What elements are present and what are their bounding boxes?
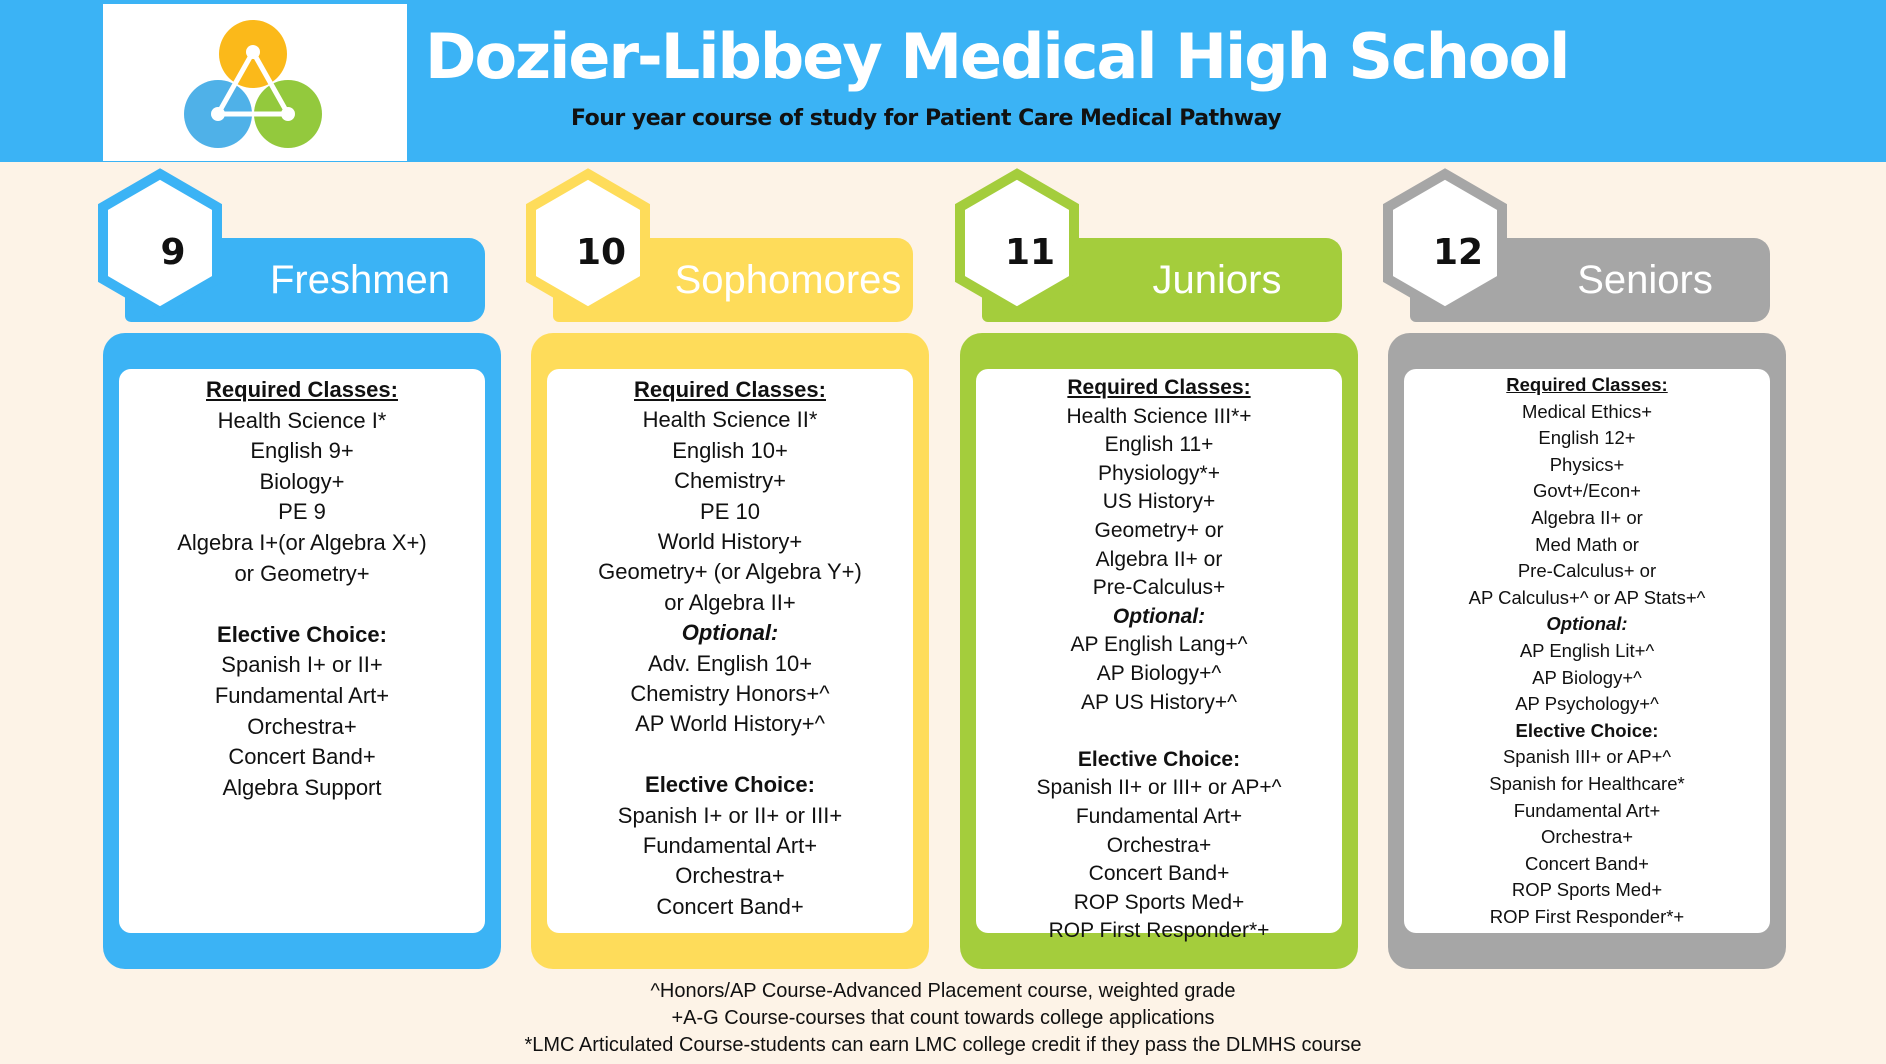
course-item: Spanish for Healthcare* xyxy=(1489,772,1685,794)
course-item: English 12+ xyxy=(1538,427,1636,449)
course-item: Concert Band+ xyxy=(1088,862,1230,886)
course-item: World History+ xyxy=(657,529,803,555)
course-item: Concert Band+ xyxy=(228,744,376,770)
course-item: ROP Sports Med+ xyxy=(1511,879,1663,901)
year-column-juniors xyxy=(952,168,1372,983)
course-item: Algebra II+ or xyxy=(1095,547,1223,571)
course-item: US History+ xyxy=(1102,490,1216,514)
course-item: Medical Ethics+ xyxy=(1521,400,1653,422)
course-item: PE 9 xyxy=(278,499,326,525)
course-item: Health Science II* xyxy=(642,407,818,433)
course-list xyxy=(547,369,913,933)
course-item: Govt+/Econ+ xyxy=(1533,480,1641,502)
course-item: AP English Lang+^ xyxy=(1070,633,1248,657)
course-item: Spanish I+ or II+ xyxy=(221,652,383,678)
course-item: English 9+ xyxy=(250,438,354,464)
grade-number: 10 xyxy=(575,232,627,273)
course-item: Chemistry+ xyxy=(674,468,786,494)
course-item: AP US History+^ xyxy=(1081,690,1237,714)
course-item: Fundamental Art+ xyxy=(214,682,390,708)
course-item: ROP First Responder*+ xyxy=(1048,919,1270,943)
course-item: Fundamental Art+ xyxy=(1075,804,1243,828)
course-item: AP World History+^ xyxy=(635,711,825,737)
course-item: Physiology*+ xyxy=(1098,461,1220,485)
course-item: Spanish II+ or III+ or AP+^ xyxy=(1036,776,1282,800)
grade-label: Seniors xyxy=(1577,258,1713,302)
section-heading-required: Required Classes: xyxy=(1506,374,1668,395)
course-item: ROP Sports Med+ xyxy=(1073,890,1245,914)
course-item: ROP First Responder*+ xyxy=(1489,905,1685,927)
section-heading-required: Required Classes: xyxy=(634,377,826,402)
grade-number: 12 xyxy=(1432,232,1484,273)
course-item: English 10+ xyxy=(672,437,788,463)
grade-number: 9 xyxy=(160,232,186,273)
course-item: Geometry+ (or Algebra Y+) xyxy=(598,559,862,585)
course-item: Health Science I* xyxy=(217,407,387,433)
course-item: Physics+ xyxy=(1549,453,1625,475)
page-subtitle: Four year course of study for Patient Care Medical Pathway xyxy=(571,106,1282,131)
course-item: Pre-Calculus+ xyxy=(1092,576,1226,600)
course-item: PE 10 xyxy=(700,498,760,524)
course-item: Health Science III*+ xyxy=(1066,404,1252,428)
page-title: Dozier-Libbey Medical High School xyxy=(425,20,1569,93)
course-item: Fundamental Art+ xyxy=(642,833,818,859)
course-item: Spanish I+ or II+ or III+ xyxy=(617,802,843,828)
course-item: Chemistry Honors+^ xyxy=(630,681,830,707)
course-item: Pre-Calculus+ or xyxy=(1517,560,1657,582)
section-heading-optional: Optional: xyxy=(1546,613,1628,635)
course-item: Orchestra+ xyxy=(675,863,785,889)
legend-footnotes xyxy=(0,978,1886,1059)
course-list xyxy=(976,369,1342,943)
section-heading-elective: Elective Choice: xyxy=(217,621,387,647)
course-item: AP Biology+^ xyxy=(1532,666,1642,688)
course-frame xyxy=(1388,333,1786,969)
course-item: Med Math or xyxy=(1535,533,1639,555)
course-item: Concert Band+ xyxy=(656,893,804,919)
grade-label: Sophomores xyxy=(674,258,902,302)
course-item: AP Calculus+^ or AP Stats+^ xyxy=(1468,586,1706,608)
course-item: Orchestra+ xyxy=(1106,833,1212,857)
course-item: Adv. English 10+ xyxy=(647,650,813,676)
course-item: Fundamental Art+ xyxy=(1513,799,1661,821)
footnote-ag: +A-G Course-courses that count towards college applications xyxy=(671,1007,1215,1029)
section-heading-elective: Elective Choice: xyxy=(645,772,815,798)
year-column-seniors xyxy=(1380,168,1800,983)
course-item: or Algebra II+ xyxy=(664,589,796,615)
course-item: Spanish III+ or AP+^ xyxy=(1502,746,1672,768)
year-column-freshmen xyxy=(95,168,515,983)
course-item: Algebra II+ or xyxy=(1531,506,1643,528)
course-item: AP English Lit+^ xyxy=(1519,639,1655,661)
course-item: Orchestra+ xyxy=(1540,826,1634,848)
course-item: Algebra Support xyxy=(222,774,382,800)
course-item: or Geometry+ xyxy=(234,560,370,586)
section-heading-optional: Optional: xyxy=(681,620,779,646)
year-column-sophomores xyxy=(523,168,943,983)
course-item: Geometry+ or xyxy=(1094,518,1224,542)
section-heading-required: Required Classes: xyxy=(1067,376,1251,399)
spacer xyxy=(547,740,913,770)
footnote-honors: ^Honors/AP Course-Advanced Placement course, weighted grade xyxy=(650,980,1236,1002)
grade-number: 11 xyxy=(1004,232,1056,273)
footnote-lmc: *LMC Articulated Course-students can earn LMC college credit if they pass the DLMHS course xyxy=(524,1034,1362,1056)
course-list xyxy=(119,369,485,933)
section-heading-required: Required Classes: xyxy=(206,377,398,402)
course-item: AP Psychology+^ xyxy=(1515,693,1659,715)
course-frame xyxy=(531,333,929,969)
grade-label: Freshmen xyxy=(269,258,451,302)
course-item: AP Biology+^ xyxy=(1096,661,1222,685)
spacer xyxy=(976,717,1342,746)
course-item: Concert Band+ xyxy=(1525,852,1649,874)
course-item: Algebra I+(or Algebra X+) xyxy=(177,529,427,555)
course-frame xyxy=(103,333,501,969)
grade-label: Juniors xyxy=(1152,258,1282,302)
course-item: Orchestra+ xyxy=(247,713,357,739)
course-list xyxy=(1404,369,1770,933)
course-item: Biology+ xyxy=(259,468,345,494)
section-heading-elective: Elective Choice: xyxy=(1515,719,1659,741)
section-heading-elective: Elective Choice: xyxy=(1077,747,1241,771)
course-item: English 11+ xyxy=(1104,433,1214,457)
header-bar xyxy=(0,0,1886,162)
spacer xyxy=(119,589,485,620)
school-logo xyxy=(103,4,407,161)
section-heading-optional: Optional: xyxy=(1112,604,1206,628)
course-frame xyxy=(960,333,1358,969)
